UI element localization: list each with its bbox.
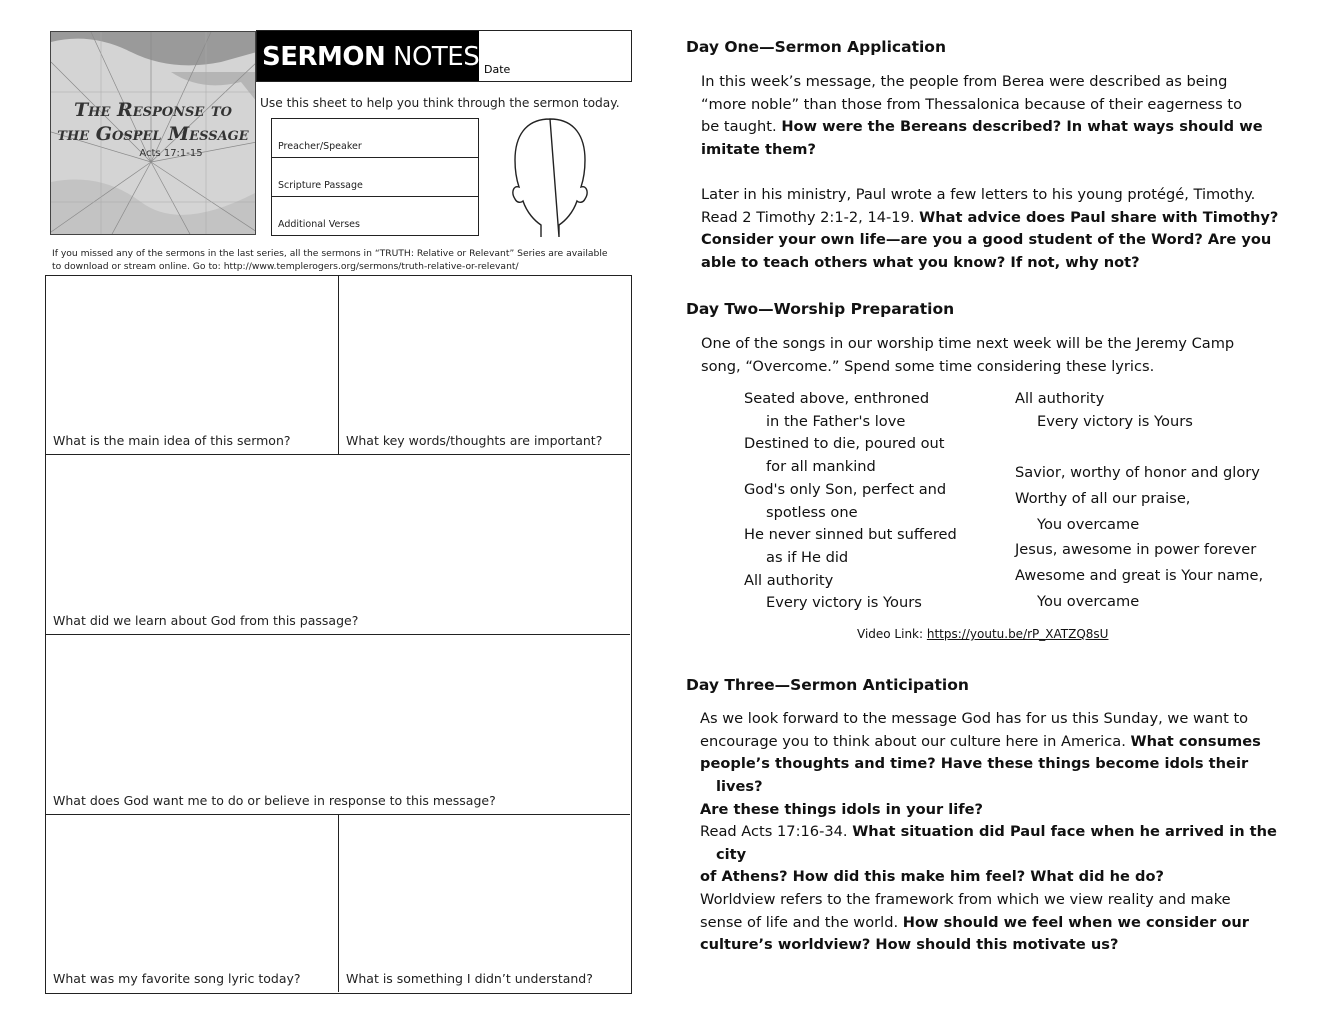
day-three-p3-line3-text: culture’s worldview? How should this motivate us? xyxy=(700,936,1119,954)
day-one-p2-line4-text: able to teach others what you know? If not, why not? xyxy=(701,254,1140,272)
lyric-line: for all mankind xyxy=(766,458,876,476)
missed-note-line1: If you missed any of the sermons in the last series, all the sermons in “TRUTH: Relative or Relevant” Series are available xyxy=(52,248,608,259)
sheet-title-bold: SERMON xyxy=(262,42,386,72)
day-one-p2-line2 xyxy=(701,207,1286,230)
day-one-p2-line4 xyxy=(701,252,1286,275)
day-three-p1-line2b: What consumes xyxy=(1130,732,1261,750)
day-two-p1-line2: song, “Overcome.” Spend some time considering these lyrics. xyxy=(701,357,1155,375)
video-link-row xyxy=(857,627,1108,641)
day-three-p2-line2 xyxy=(700,866,1285,889)
main-idea-box[interactable] xyxy=(46,276,339,455)
day-three-p3-line3 xyxy=(700,934,1285,957)
day-one-paragraph-2 xyxy=(701,184,1286,275)
day-one-p2-line2b: What advice does Paul share with Timothy? xyxy=(919,208,1279,226)
additional-verses-label: Additional Verses xyxy=(278,219,360,230)
day-one-p2-line3 xyxy=(701,229,1286,252)
missed-sermons-note xyxy=(52,247,632,273)
day-one-paragraph-1 xyxy=(701,71,1286,162)
didnt-understand-box[interactable] xyxy=(339,815,630,992)
date-field[interactable] xyxy=(480,31,630,81)
lyric-line: Savior, worthy of honor and glory xyxy=(1015,464,1260,481)
lyric-line: You overcame xyxy=(1037,515,1140,533)
lyric-line: Every victory is Yours xyxy=(1037,412,1193,430)
cover-reference: Acts 17:1-15 xyxy=(139,148,203,159)
additional-verses-field[interactable] xyxy=(271,196,479,236)
lyric-line: Awesome and great is Your name, xyxy=(1015,567,1264,585)
lyrics-column-left xyxy=(744,388,957,615)
favorite-lyric-box[interactable] xyxy=(46,815,339,992)
preacher-label: Preacher/Speaker xyxy=(278,141,362,152)
lyrics-column-right-b xyxy=(1015,460,1263,615)
scripture-passage-field[interactable] xyxy=(271,157,479,197)
day-one-p2-line2a: Read 2 Timothy 2:1-2, 14-19. xyxy=(701,208,920,226)
main-idea-prompt: What is the main idea of this sermon? xyxy=(53,433,291,448)
lyric-line: God's only Son, perfect and xyxy=(744,480,947,498)
video-link-label: Video Link: xyxy=(857,627,927,641)
day-three-p2-line1b: What situation did Paul face when he arrived in the city xyxy=(716,823,1277,863)
lyric-line: All authority xyxy=(744,571,834,589)
day-one-p1-line4 xyxy=(701,139,1286,162)
lyric-line: You overcame xyxy=(1037,592,1140,610)
day-three-p3-line2b: How should we feel when we consider our xyxy=(902,913,1249,931)
key-words-prompt: What key words/thoughts are important? xyxy=(346,433,603,448)
day-three-p1-line2 xyxy=(700,731,1285,754)
day-three-paragraph-3 xyxy=(700,889,1285,957)
lyric-line: Worthy of all our praise, xyxy=(1015,489,1191,507)
scripture-passage-label: Scripture Passage xyxy=(278,180,363,191)
day-three-p1-line1: As we look forward to the message God has for us this Sunday, we want to xyxy=(700,710,1249,727)
sheet-title-light: NOTES xyxy=(393,42,480,72)
day-three-p1-line2a: encourage you to think about our culture here in America. xyxy=(700,732,1131,750)
lyric-line: as if He did xyxy=(766,548,849,566)
day-three-p1-line4 xyxy=(700,799,1285,822)
response-prompt: What does God want me to do or believe in response to this message? xyxy=(53,793,496,808)
day-one-heading: Day One—Sermon Application xyxy=(686,38,946,56)
lyric-line: Seated above, enthroned xyxy=(744,390,930,407)
date-label: Date xyxy=(484,63,511,76)
day-three-p3-line2 xyxy=(700,912,1285,935)
video-link[interactable]: https://youtu.be/rP_XATZQ8sU xyxy=(926,627,1109,641)
day-one-p1-line4-text: imitate them? xyxy=(701,141,816,159)
day-three-p1-line3-text: people’s thoughts and time? Have these things become idols their lives? xyxy=(700,755,1249,796)
didnt-understand-prompt: What is something I didn’t understand? xyxy=(346,971,593,986)
day-one-p1-line3 xyxy=(701,116,1286,139)
lyric-line: Jesus, awesome in power forever xyxy=(1015,541,1257,559)
day-three-p2-line1 xyxy=(700,821,1285,866)
sheet-title xyxy=(262,40,479,74)
day-three-p1-line3 xyxy=(700,753,1285,798)
day-two-heading: Day Two—Worship Preparation xyxy=(686,300,955,318)
notes-grid xyxy=(45,275,632,994)
day-one-p2-line3-text: Consider your own life—are you a good student of the Word? Are you xyxy=(701,231,1272,249)
day-three-p1-line4-text: Are these things idols in your life? xyxy=(700,800,984,818)
lyric-line: spotless one xyxy=(766,503,858,521)
day-one-p1-line1: In this week’s message, the people from Berea were described as being xyxy=(701,73,1228,90)
face-outline-icon xyxy=(505,115,595,240)
lyrics-column-right-a xyxy=(1015,388,1193,433)
cover-title-line2: the Gospel Message xyxy=(57,123,249,145)
day-one-p1-line3b: How were the Bereans described? In what ways should we xyxy=(781,118,1263,136)
day-one-p1-line3a: be taught. xyxy=(701,118,782,136)
day-three-heading: Day Three—Sermon Anticipation xyxy=(686,676,969,694)
day-two-p1-line1: One of the songs in our worship time next week will be the Jeremy Camp xyxy=(701,335,1235,352)
lyric-line: Destined to die, poured out xyxy=(744,435,945,453)
day-three-p2-line2-text: of Athens? How did this make him feel? What did he do? xyxy=(700,868,1164,886)
response-box[interactable] xyxy=(46,635,630,815)
day-three-p3-line1: Worldview refers to the framework from which we view reality and make xyxy=(700,891,1231,908)
day-three-p3-line2a: sense of life and the world. xyxy=(700,913,903,931)
day-one-p2-line1: Later in his ministry, Paul wrote a few letters to his young protégé, Timothy. xyxy=(701,186,1256,203)
lyric-line: in the Father's love xyxy=(766,412,906,430)
key-words-box[interactable] xyxy=(339,276,630,455)
preacher-field[interactable] xyxy=(271,118,479,158)
missed-note-line2: to download or stream online. Go to: http://www.templerogers.org/sermons/truth-relative-or-relevant/ xyxy=(52,261,519,272)
day-three-paragraph-1 xyxy=(700,708,1285,822)
lyric-line: All authority xyxy=(1015,390,1105,407)
day-one-p1-line2: “more noble” than those from Thessalonica because of their eagerness to xyxy=(701,95,1243,113)
sermon-cover-image xyxy=(50,31,256,235)
lyric-line: He never sinned but suffered xyxy=(744,526,957,544)
day-three-paragraph-2 xyxy=(700,821,1285,889)
cover-title-line1: The Response to xyxy=(74,99,232,121)
favorite-lyric-prompt: What was my favorite song lyric today? xyxy=(53,971,301,986)
instruction-text: Use this sheet to help you think through the sermon today. xyxy=(260,96,620,110)
learn-about-god-prompt: What did we learn about God from this passage? xyxy=(53,613,359,628)
lyric-line: Every victory is Yours xyxy=(766,594,922,612)
learn-about-god-box[interactable] xyxy=(46,455,630,635)
day-two-paragraph xyxy=(701,333,1286,378)
day-three-p2-line1a: Read Acts 17:16-34. xyxy=(700,823,853,840)
